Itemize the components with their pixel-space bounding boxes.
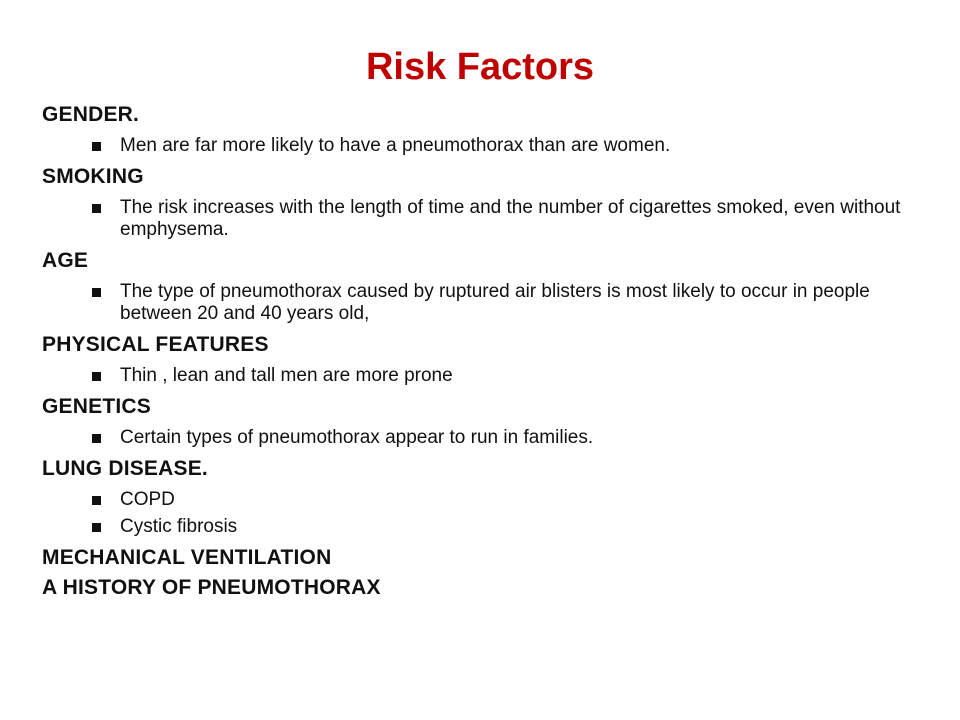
section-heading: MECHANICAL VENTILATION [42, 546, 332, 569]
bullet-list [42, 135, 932, 157]
section-lung-disease [42, 454, 932, 538]
bullet-item [42, 135, 932, 157]
bullet-text: The risk increases with the length of time and the number of cigarettes smoked, even without emphysema. [120, 197, 901, 240]
square-bullet-icon [92, 434, 101, 443]
square-bullet-icon [92, 496, 101, 505]
bullet-list [42, 365, 932, 387]
section-heading: SMOKING [42, 165, 144, 188]
square-bullet-icon [92, 204, 101, 213]
bullet-item [42, 365, 932, 387]
section-smoking [42, 162, 932, 241]
square-bullet-icon [92, 142, 101, 151]
bullet-text: Certain types of pneumothorax appear to run in families. [120, 427, 594, 448]
bullet-item [42, 427, 932, 449]
slide-title: Risk Factors [365, 46, 595, 88]
bullet-text: The type of pneumothorax caused by ruptured air blisters is most likely to occur in people between 20 and 40 years old, [120, 281, 870, 324]
section-heading: A HISTORY OF PNEUMOTHORAX [42, 576, 381, 599]
bullet-list [42, 197, 932, 241]
section-genetics [42, 392, 932, 449]
risk-factor-list [42, 100, 932, 603]
bullet-item [42, 197, 932, 241]
section-heading: AGE [42, 249, 89, 272]
bullet-text: Cystic fibrosis [120, 516, 238, 537]
square-bullet-icon [92, 288, 101, 297]
section-heading: PHYSICAL FEATURES [42, 333, 269, 356]
bullet-list [42, 281, 932, 325]
bullet-item [42, 516, 932, 538]
bullet-list [42, 427, 932, 449]
bullet-text: Men are far more likely to have a pneumothorax than are women. [120, 135, 671, 156]
section-gender [42, 100, 932, 157]
bullet-list [42, 489, 932, 538]
square-bullet-icon [92, 372, 101, 381]
section-history [42, 573, 932, 603]
bullet-text: COPD [120, 489, 175, 510]
bullet-text: Thin , lean and tall men are more prone [120, 365, 453, 386]
section-age [42, 246, 932, 325]
section-heading: GENETICS [42, 395, 151, 418]
section-heading: GENDER. [42, 103, 140, 126]
bullet-item [42, 489, 932, 511]
bullet-item [42, 281, 932, 325]
section-mechanical-ventilation [42, 543, 932, 573]
section-heading: LUNG DISEASE. [42, 457, 208, 480]
square-bullet-icon [92, 523, 101, 532]
section-physical-features [42, 330, 932, 387]
